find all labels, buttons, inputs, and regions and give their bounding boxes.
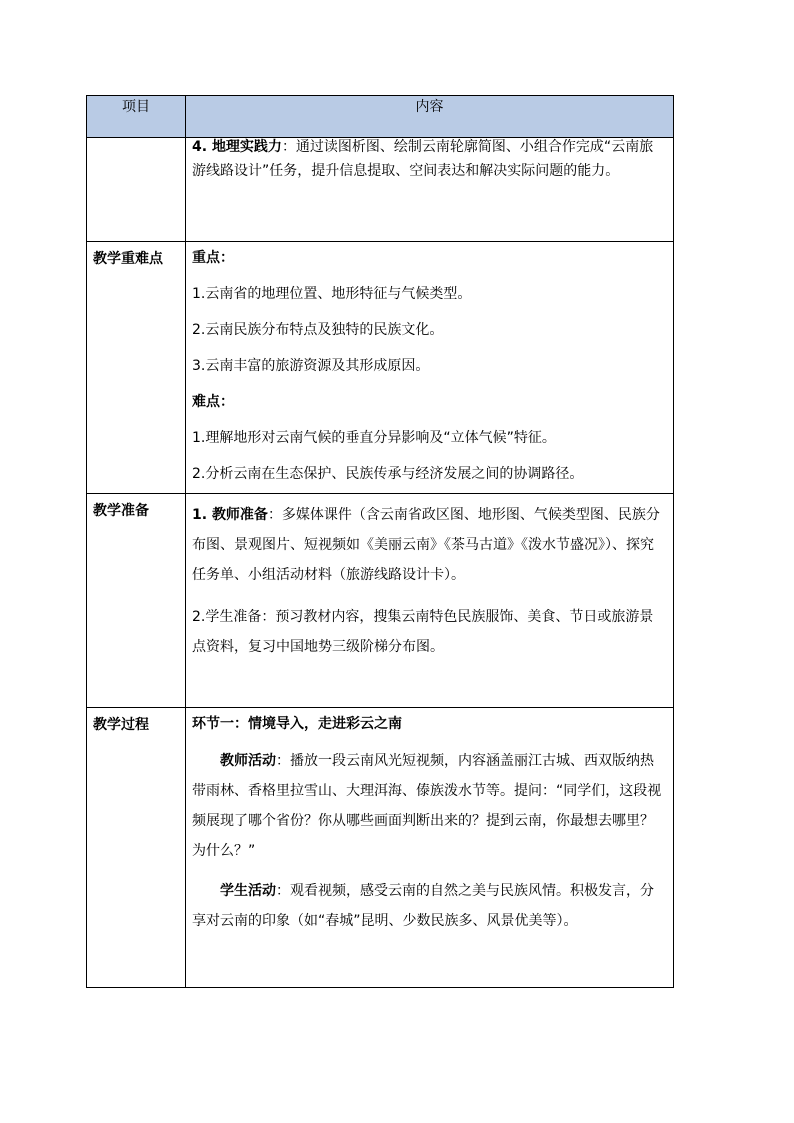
key-title: 重点： — [192, 250, 234, 266]
key-label: 教学重难点 — [87, 242, 186, 494]
key-item: 2.云南民族分布特点及独特的民族文化。 — [192, 322, 444, 338]
process-teacher-text: ：播放一段云南风光短视频，内容涵盖丽江古城、西双版纳热带雨林、香格里拉雪山、大理洱海、傣族泼水节等。提问：“同学们，这段视频展现了哪个省份？你从哪些画面判断出来的？提到云南，你最想去哪里？为什么？” — [192, 753, 662, 859]
key-content-cell — [186, 242, 674, 494]
table-row-prep — [87, 494, 674, 708]
practice-lead: 地理实践力 — [211, 139, 282, 155]
difficulty-item: 2.分析云南在生态保护、民族传承与经济发展之间的协调路径。 — [192, 466, 584, 482]
process-label: 教学过程 — [87, 708, 186, 988]
practice-paragraph — [192, 135, 667, 183]
practice-content-cell — [186, 138, 674, 242]
table-row-process — [87, 708, 674, 988]
header-item: 项目 — [87, 96, 186, 138]
practice-num: 4. — [192, 139, 212, 155]
process-content-cell — [186, 708, 674, 988]
prep-teacher-num: 1. — [192, 507, 212, 523]
process-student-paragraph — [192, 876, 667, 936]
prep-teacher-paragraph — [192, 500, 667, 590]
table-header-row — [87, 96, 674, 138]
prep-label: 教学准备 — [87, 494, 186, 708]
difficulty-title: 难点： — [192, 394, 234, 410]
prep-student-paragraph: 2.学生准备：预习教材内容，搜集云南特色民族服饰、美食、节日或旅游景点资料，复习中国地势三级阶梯分布图。 — [192, 609, 654, 655]
table-row-key — [87, 242, 674, 494]
practice-label-cell — [87, 138, 186, 242]
prep-teacher-lead: 教师准备 — [211, 507, 268, 523]
process-teacher-lead: 教师活动 — [220, 753, 276, 769]
key-item: 3.云南丰富的旅游资源及其形成原因。 — [192, 358, 430, 374]
key-item: 1.云南省的地理位置、地形特征与气候类型。 — [192, 286, 472, 302]
table-row-practice — [87, 138, 674, 242]
process-teacher-paragraph — [192, 746, 667, 866]
lesson-plan-table — [86, 95, 674, 988]
process-student-lead: 学生活动 — [220, 883, 276, 899]
prep-content-cell — [186, 494, 674, 708]
prep-teacher-text: ：多媒体课件（含云南省政区图、地形图、气候类型图、民族分布图、景观图片、短视频如《美丽云南》《茶马古道》《泼水节盛况》）、探究任务单、小组活动材料（旅游线路设计卡）。 — [192, 507, 660, 583]
difficulty-item: 1.理解地形对云南气候的垂直分异影响及“立体气候”特征。 — [192, 430, 556, 446]
practice-text: ：通过读图析图、绘制云南轮廓简图、小组合作完成“云南旅游线路设计”任务，提升信息提取、空间表达和解决实际问题的能力。 — [192, 139, 654, 179]
process-student-text: ：观看视频，感受云南的自然之美与民族风情。积极发言，分享对云南的印象（如“春城”昆明、少数民族多、风景优美等）。 — [192, 883, 654, 929]
header-content: 内容 — [186, 96, 674, 138]
process-section-title: 环节一：情境导入，走进彩云之南 — [192, 716, 402, 732]
